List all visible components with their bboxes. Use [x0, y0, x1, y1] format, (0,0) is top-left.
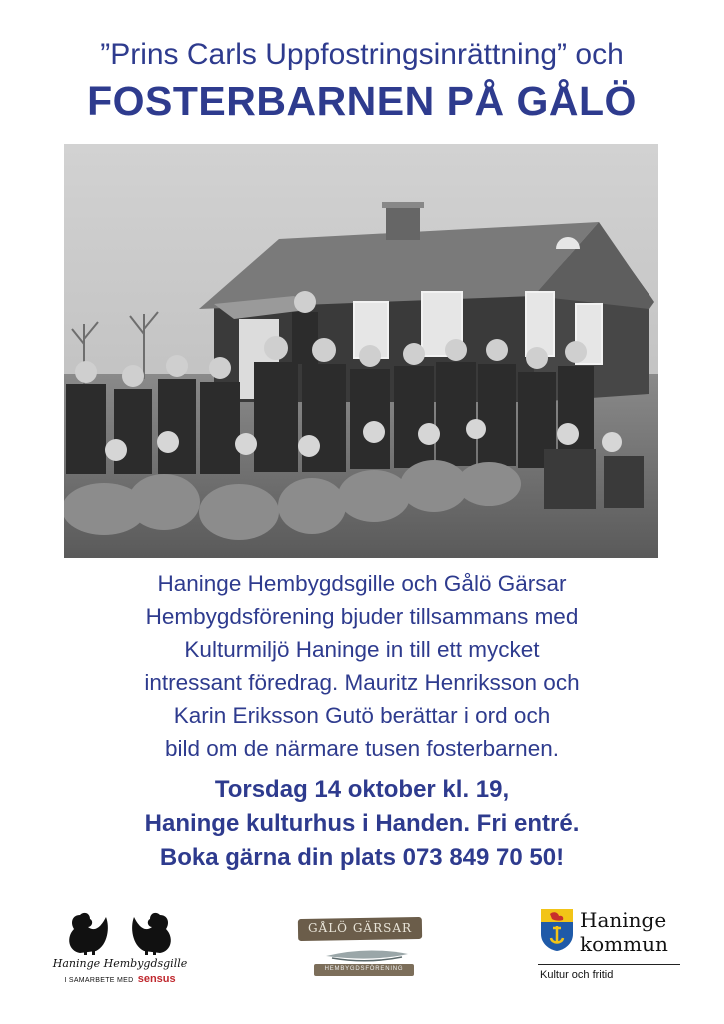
kommun-department: Kultur och fritid — [540, 969, 614, 981]
event-booking: Boka gärna din plats 073 849 70 50! — [159, 844, 565, 871]
haninge-kommun-logo — [538, 905, 688, 985]
description-line: intressant föredrag. Mauritz Henriksson och — [144, 670, 580, 695]
sensus-logo: sensus — [137, 973, 176, 985]
description-text — [40, 567, 684, 765]
description-line: Karin Eriksson Gutö berättar i ord och — [173, 703, 551, 728]
description-line: bild om de närmare tusen fosterbarnen. — [165, 736, 559, 761]
event-info — [0, 773, 724, 875]
page-subtitle: ”Prins Carls Uppfostringsinrättning” och — [100, 38, 624, 71]
historical-photo — [64, 144, 658, 558]
coat-of-arms-icon — [540, 908, 574, 952]
boat-icon — [322, 942, 412, 964]
galo-sub: HEMBYGDSFÖRENING — [324, 966, 404, 972]
samarbete-label: I SAMARBETE MED — [64, 977, 134, 984]
event-date: Torsdag 14 oktober kl. 19, — [214, 776, 510, 803]
page-title: FOSTERBARNEN PÅ GÅLÖ — [87, 78, 637, 124]
kommun-divider — [538, 964, 680, 965]
samarbete-text — [40, 973, 200, 985]
roosters-icon — [40, 905, 200, 957]
hembygdsgille-logo — [40, 905, 200, 985]
historical-photo-icon — [64, 144, 658, 558]
description-line: Haninge Hembygdsgille och Gålö Gärsar — [157, 571, 567, 596]
kommun-name-line1: Haninge — [580, 908, 667, 932]
description-line: Kulturmiljö Haninge in till ett mycket — [184, 637, 540, 662]
galo-name: GÅLÖ GÄRSAR — [307, 921, 413, 935]
kommun-name-line2: kommun — [580, 932, 668, 956]
description-line: Hembygdsförening bjuder tillsammans med — [145, 604, 579, 629]
galo-garsar-logo — [292, 912, 432, 982]
hembygdsgille-name: Haninge Hembygdsgille — [52, 957, 188, 970]
event-location: Haninge kulturhus i Handen. Fri entré. — [144, 810, 580, 837]
